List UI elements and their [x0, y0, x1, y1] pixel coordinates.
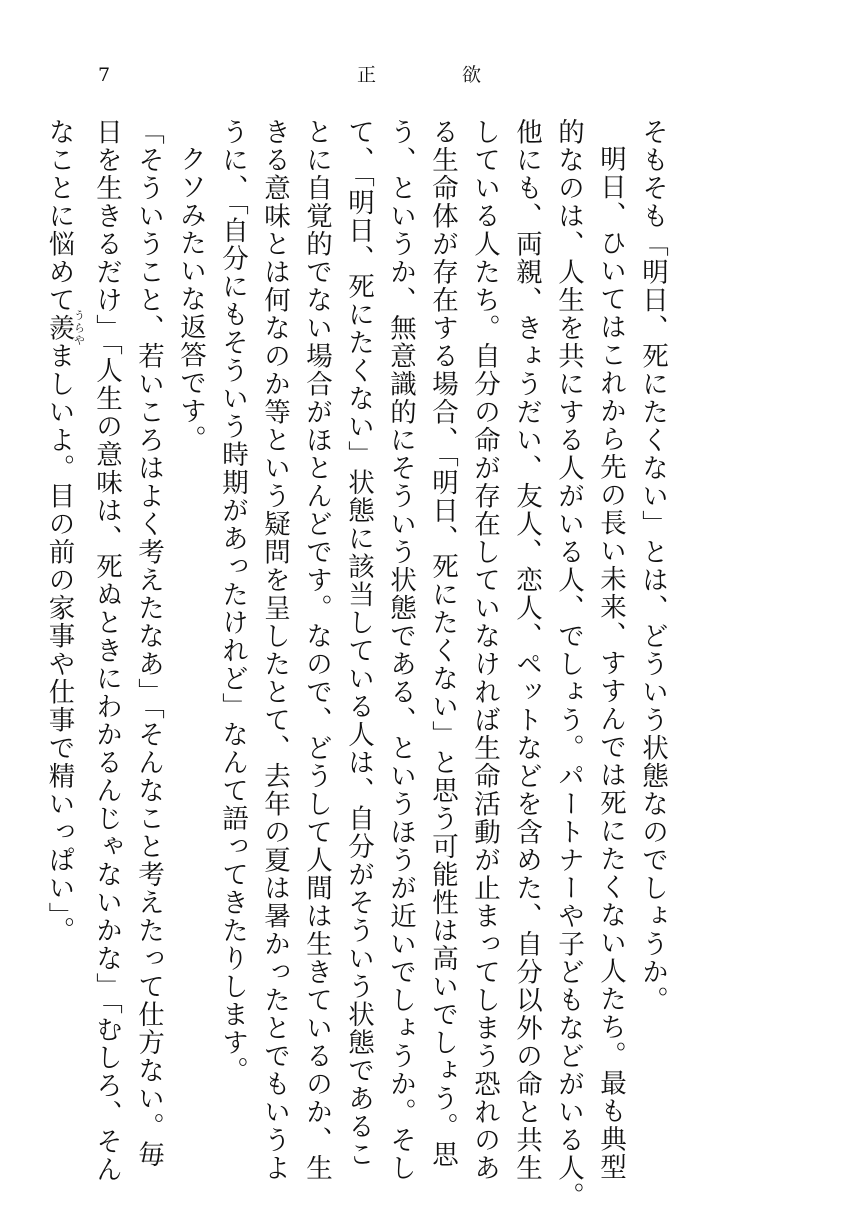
text-line: クソみたいな返答です。: [175, 144, 206, 453]
text-line: う、というか、無意識的にそういう状態である、というほうが近いでしょうか。そし: [385, 118, 416, 1182]
text-line: る生命体が存在する場合、「明日、死にたくない」と思う可能性は高いでしょう。思: [427, 118, 458, 1169]
ruby-word: [43, 309, 86, 347]
text-line: 「そういうこと、若いころはよく考えたなあ」「そんなこと考えたって仕方ない。毎: [133, 118, 164, 1169]
text-line: 他にも、両親、きょうだい、友人、恋人、ペットなどを含めた、自分以外の命と共生: [511, 118, 542, 1182]
text-line: とに自覚的でない場合がほとんどです。なので、どうして人間は生きているのか、生: [301, 118, 332, 1182]
running-head-title-char-1: 正: [357, 64, 377, 86]
text-line: て、「明日、死にたくない」状態に該当している人は、自分がそういう状態であるこ: [343, 118, 374, 1169]
last-line-post: ましいよ。目の前の家事や仕事で精いっぱい」。: [43, 342, 75, 945]
ruby-base: 羨: [43, 309, 75, 347]
text-line: そもそも「明日、死にたくない」とは、どういう状態なのでしょうか。: [637, 118, 668, 1014]
body-text: [38, 118, 674, 1210]
text-line-last: [38, 118, 86, 1078]
running-head-title-char-2: 欲: [462, 64, 482, 86]
text-line: 的なのは、人生を共にする人がいる人、でしょう。パートナーや子どもなどがいる人。: [553, 118, 584, 1210]
ruby-reading: うらや: [72, 309, 86, 347]
text-line: 明日、ひいてはこれから先の長い未来、すすんでは死にたくない人たち。最も典型: [595, 144, 626, 1181]
page-number: 7: [98, 64, 111, 86]
last-line-pre: なことに悩めて: [43, 118, 75, 314]
text-line: きる意味とは何なのか等という疑問を呈したとて、去年の夏は暑かったとでもいうよ: [259, 118, 290, 1182]
text-line: うに、「自分にもそういう時期があったけれど」なんて語ってきたりします。: [217, 118, 248, 1085]
text-line: している人たち。自分の命が存在していなければ生命活動が止まってしまう恐れのあ: [469, 118, 500, 1182]
text-line: 日を生きるだけ」「人生の意味は、死ぬときにわかるんじゃないかな」「むしろ、そん: [91, 118, 122, 1184]
